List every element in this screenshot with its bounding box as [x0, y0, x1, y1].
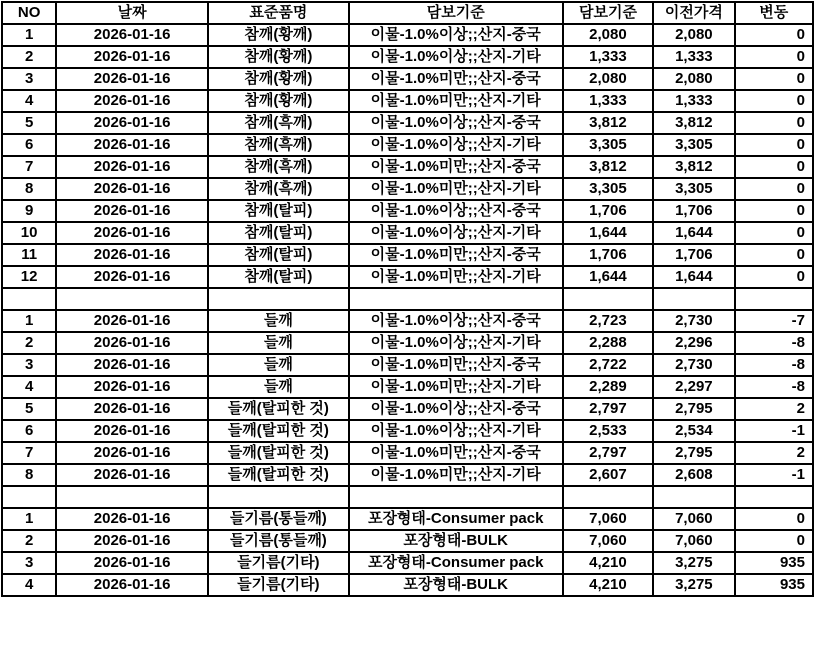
- cell-date: 2026-01-16: [56, 68, 208, 90]
- cell-change: 0: [735, 200, 813, 222]
- cell-no: 7: [2, 156, 56, 178]
- cell-change: 2: [735, 398, 813, 420]
- column-header-price: 담보기준: [563, 2, 653, 24]
- cell-price: 2,722: [563, 354, 653, 376]
- cell-change: 0: [735, 156, 813, 178]
- cell-date: 2026-01-16: [56, 398, 208, 420]
- separator-row: [2, 486, 813, 508]
- table-row: [2, 398, 813, 420]
- cell-price: 7,060: [563, 508, 653, 530]
- table-row: [2, 24, 813, 46]
- cell-date: 2026-01-16: [56, 354, 208, 376]
- cell-date: 2026-01-16: [56, 200, 208, 222]
- empty-cell: [563, 486, 653, 508]
- cell-price: 2,533: [563, 420, 653, 442]
- empty-cell: [208, 288, 349, 310]
- cell-change: 0: [735, 530, 813, 552]
- cell-date: 2026-01-16: [56, 508, 208, 530]
- cell-prev-price: 1,706: [653, 244, 734, 266]
- cell-criteria: 이물-1.0%이상;;산지-기타: [349, 420, 563, 442]
- cell-price: 2,080: [563, 68, 653, 90]
- cell-price: 7,060: [563, 530, 653, 552]
- cell-criteria: 이물-1.0%이상;;산지-중국: [349, 310, 563, 332]
- cell-prev-price: 2,795: [653, 442, 734, 464]
- cell-product: 들기름(기타): [208, 552, 349, 574]
- cell-product: 들깨: [208, 354, 349, 376]
- cell-change: 0: [735, 68, 813, 90]
- cell-price: 1,706: [563, 200, 653, 222]
- cell-price: 3,305: [563, 178, 653, 200]
- cell-price: 3,812: [563, 112, 653, 134]
- cell-product: 참깨(황깨): [208, 46, 349, 68]
- cell-date: 2026-01-16: [56, 266, 208, 288]
- table-row: [2, 244, 813, 266]
- cell-change: 0: [735, 24, 813, 46]
- cell-price: 1,644: [563, 222, 653, 244]
- cell-prev-price: 1,706: [653, 200, 734, 222]
- empty-cell: [735, 486, 813, 508]
- cell-prev-price: 2,297: [653, 376, 734, 398]
- cell-date: 2026-01-16: [56, 156, 208, 178]
- cell-no: 2: [2, 530, 56, 552]
- cell-product: 참깨(황깨): [208, 24, 349, 46]
- table-row: [2, 332, 813, 354]
- cell-change: 0: [735, 244, 813, 266]
- cell-product: 들깨: [208, 332, 349, 354]
- cell-criteria: 이물-1.0%미만;;산지-중국: [349, 442, 563, 464]
- cell-price: 2,797: [563, 442, 653, 464]
- cell-no: 2: [2, 332, 56, 354]
- cell-date: 2026-01-16: [56, 134, 208, 156]
- cell-no: 6: [2, 134, 56, 156]
- cell-price: 1,644: [563, 266, 653, 288]
- cell-product: 들기름(기타): [208, 574, 349, 596]
- cell-no: 1: [2, 508, 56, 530]
- cell-no: 2: [2, 46, 56, 68]
- table-row: [2, 420, 813, 442]
- cell-product: 들깨(탈피한 것): [208, 398, 349, 420]
- cell-prev-price: 2,534: [653, 420, 734, 442]
- cell-no: 1: [2, 310, 56, 332]
- cell-criteria: 포장형태-Consumer pack: [349, 508, 563, 530]
- cell-product: 들깨: [208, 376, 349, 398]
- cell-price: 1,706: [563, 244, 653, 266]
- cell-date: 2026-01-16: [56, 90, 208, 112]
- cell-product: 들깨(탈피한 것): [208, 464, 349, 486]
- cell-no: 3: [2, 68, 56, 90]
- header-row: [2, 2, 813, 24]
- cell-date: 2026-01-16: [56, 376, 208, 398]
- table-row: [2, 464, 813, 486]
- table-row: [2, 266, 813, 288]
- cell-product: 참깨(황깨): [208, 68, 349, 90]
- cell-price: 2,607: [563, 464, 653, 486]
- cell-no: 9: [2, 200, 56, 222]
- cell-date: 2026-01-16: [56, 552, 208, 574]
- cell-no: 10: [2, 222, 56, 244]
- cell-change: 0: [735, 508, 813, 530]
- table-row: [2, 46, 813, 68]
- column-header-date: 날짜: [56, 2, 208, 24]
- cell-no: 5: [2, 398, 56, 420]
- cell-criteria: 이물-1.0%이상;;산지-기타: [349, 134, 563, 156]
- cell-product: 들기름(통들깨): [208, 508, 349, 530]
- cell-price: 3,305: [563, 134, 653, 156]
- cell-prev-price: 2,730: [653, 310, 734, 332]
- cell-change: 0: [735, 222, 813, 244]
- cell-no: 7: [2, 442, 56, 464]
- cell-prev-price: 2,730: [653, 354, 734, 376]
- table-row: [2, 134, 813, 156]
- cell-date: 2026-01-16: [56, 222, 208, 244]
- cell-prev-price: 3,812: [653, 112, 734, 134]
- empty-cell: [349, 288, 563, 310]
- cell-change: 0: [735, 90, 813, 112]
- cell-criteria: 이물-1.0%미만;;산지-중국: [349, 354, 563, 376]
- table-row: [2, 156, 813, 178]
- cell-product: 참깨(탈피): [208, 244, 349, 266]
- empty-cell: [2, 288, 56, 310]
- cell-date: 2026-01-16: [56, 464, 208, 486]
- cell-date: 2026-01-16: [56, 24, 208, 46]
- table-row: [2, 68, 813, 90]
- cell-change: -8: [735, 332, 813, 354]
- table-body: [2, 24, 813, 596]
- cell-prev-price: 3,275: [653, 574, 734, 596]
- cell-prev-price: 1,644: [653, 222, 734, 244]
- cell-criteria: 포장형태-Consumer pack: [349, 552, 563, 574]
- cell-no: 11: [2, 244, 56, 266]
- cell-criteria: 이물-1.0%이상;;산지-중국: [349, 112, 563, 134]
- cell-change: 0: [735, 46, 813, 68]
- empty-cell: [349, 486, 563, 508]
- cell-no: 5: [2, 112, 56, 134]
- cell-no: 4: [2, 376, 56, 398]
- cell-product: 들깨: [208, 310, 349, 332]
- cell-price: 2,797: [563, 398, 653, 420]
- table-row: [2, 112, 813, 134]
- cell-product: 참깨(탈피): [208, 266, 349, 288]
- cell-change: -8: [735, 354, 813, 376]
- cell-change: 0: [735, 112, 813, 134]
- table-row: [2, 508, 813, 530]
- cell-price: 1,333: [563, 46, 653, 68]
- cell-no: 3: [2, 552, 56, 574]
- table-row: [2, 178, 813, 200]
- cell-criteria: 이물-1.0%이상;;산지-중국: [349, 398, 563, 420]
- cell-no: 4: [2, 574, 56, 596]
- cell-product: 참깨(탈피): [208, 200, 349, 222]
- cell-date: 2026-01-16: [56, 46, 208, 68]
- cell-product: 참깨(흑깨): [208, 112, 349, 134]
- price-table: [1, 1, 814, 597]
- empty-cell: [56, 486, 208, 508]
- cell-prev-price: 7,060: [653, 530, 734, 552]
- cell-no: 8: [2, 464, 56, 486]
- cell-change: 2: [735, 442, 813, 464]
- cell-change: -7: [735, 310, 813, 332]
- table-row: [2, 222, 813, 244]
- cell-prev-price: 7,060: [653, 508, 734, 530]
- cell-no: 4: [2, 90, 56, 112]
- cell-date: 2026-01-16: [56, 178, 208, 200]
- cell-criteria: 이물-1.0%이상;;산지-기타: [349, 332, 563, 354]
- empty-cell: [208, 486, 349, 508]
- cell-change: 0: [735, 266, 813, 288]
- cell-price: 3,812: [563, 156, 653, 178]
- cell-no: 1: [2, 24, 56, 46]
- table-row: [2, 574, 813, 596]
- cell-change: -8: [735, 376, 813, 398]
- cell-criteria: 이물-1.0%이상;;산지-중국: [349, 24, 563, 46]
- cell-change: 0: [735, 178, 813, 200]
- table-row: [2, 530, 813, 552]
- cell-criteria: 이물-1.0%미만;;산지-중국: [349, 156, 563, 178]
- cell-product: 들기름(통들깨): [208, 530, 349, 552]
- cell-criteria: 포장형태-BULK: [349, 530, 563, 552]
- cell-no: 8: [2, 178, 56, 200]
- cell-date: 2026-01-16: [56, 420, 208, 442]
- table-row: [2, 354, 813, 376]
- cell-date: 2026-01-16: [56, 112, 208, 134]
- cell-criteria: 이물-1.0%이상;;산지-기타: [349, 46, 563, 68]
- column-header-criteria: 담보기준: [349, 2, 563, 24]
- cell-product: 참깨(흑깨): [208, 156, 349, 178]
- empty-cell: [653, 486, 734, 508]
- cell-no: 12: [2, 266, 56, 288]
- column-header-prev-price: 이전가격: [653, 2, 734, 24]
- cell-no: 6: [2, 420, 56, 442]
- cell-date: 2026-01-16: [56, 530, 208, 552]
- cell-price: 1,333: [563, 90, 653, 112]
- cell-prev-price: 3,305: [653, 134, 734, 156]
- table-row: [2, 442, 813, 464]
- cell-change: 0: [735, 134, 813, 156]
- cell-date: 2026-01-16: [56, 310, 208, 332]
- cell-date: 2026-01-16: [56, 332, 208, 354]
- cell-criteria: 이물-1.0%미만;;산지-기타: [349, 464, 563, 486]
- cell-price: 2,080: [563, 24, 653, 46]
- empty-cell: [735, 288, 813, 310]
- cell-change: -1: [735, 420, 813, 442]
- cell-change: -1: [735, 464, 813, 486]
- column-header-product: 표준품명: [208, 2, 349, 24]
- table-row: [2, 90, 813, 112]
- cell-prev-price: 1,644: [653, 266, 734, 288]
- column-header-change: 변동: [735, 2, 813, 24]
- cell-criteria: 이물-1.0%미만;;산지-중국: [349, 244, 563, 266]
- cell-no: 3: [2, 354, 56, 376]
- cell-criteria: 포장형태-BULK: [349, 574, 563, 596]
- cell-price: 2,288: [563, 332, 653, 354]
- cell-criteria: 이물-1.0%이상;;산지-기타: [349, 222, 563, 244]
- cell-change: 935: [735, 574, 813, 596]
- table-row: [2, 376, 813, 398]
- cell-product: 들깨(탈피한 것): [208, 442, 349, 464]
- empty-cell: [563, 288, 653, 310]
- cell-product: 참깨(탈피): [208, 222, 349, 244]
- cell-date: 2026-01-16: [56, 442, 208, 464]
- cell-prev-price: 2,080: [653, 24, 734, 46]
- empty-cell: [653, 288, 734, 310]
- cell-prev-price: 2,080: [653, 68, 734, 90]
- cell-price: 4,210: [563, 574, 653, 596]
- cell-price: 2,289: [563, 376, 653, 398]
- cell-product: 참깨(흑깨): [208, 134, 349, 156]
- cell-product: 참깨(황깨): [208, 90, 349, 112]
- separator-row: [2, 288, 813, 310]
- cell-prev-price: 2,795: [653, 398, 734, 420]
- table-row: [2, 200, 813, 222]
- cell-product: 들깨(탈피한 것): [208, 420, 349, 442]
- cell-prev-price: 3,275: [653, 552, 734, 574]
- column-header-no: NO: [2, 2, 56, 24]
- cell-price: 2,723: [563, 310, 653, 332]
- cell-prev-price: 1,333: [653, 46, 734, 68]
- cell-criteria: 이물-1.0%이상;;산지-중국: [349, 200, 563, 222]
- cell-prev-price: 2,296: [653, 332, 734, 354]
- cell-change: 935: [735, 552, 813, 574]
- empty-cell: [2, 486, 56, 508]
- cell-criteria: 이물-1.0%미만;;산지-기타: [349, 376, 563, 398]
- table-row: [2, 310, 813, 332]
- cell-prev-price: 3,305: [653, 178, 734, 200]
- cell-date: 2026-01-16: [56, 574, 208, 596]
- cell-criteria: 이물-1.0%미만;;산지-기타: [349, 266, 563, 288]
- table-row: [2, 552, 813, 574]
- cell-prev-price: 2,608: [653, 464, 734, 486]
- cell-prev-price: 3,812: [653, 156, 734, 178]
- cell-criteria: 이물-1.0%미만;;산지-기타: [349, 178, 563, 200]
- cell-date: 2026-01-16: [56, 244, 208, 266]
- cell-prev-price: 1,333: [653, 90, 734, 112]
- cell-price: 4,210: [563, 552, 653, 574]
- cell-criteria: 이물-1.0%미만;;산지-기타: [349, 90, 563, 112]
- empty-cell: [56, 288, 208, 310]
- cell-criteria: 이물-1.0%미만;;산지-중국: [349, 68, 563, 90]
- cell-product: 참깨(흑깨): [208, 178, 349, 200]
